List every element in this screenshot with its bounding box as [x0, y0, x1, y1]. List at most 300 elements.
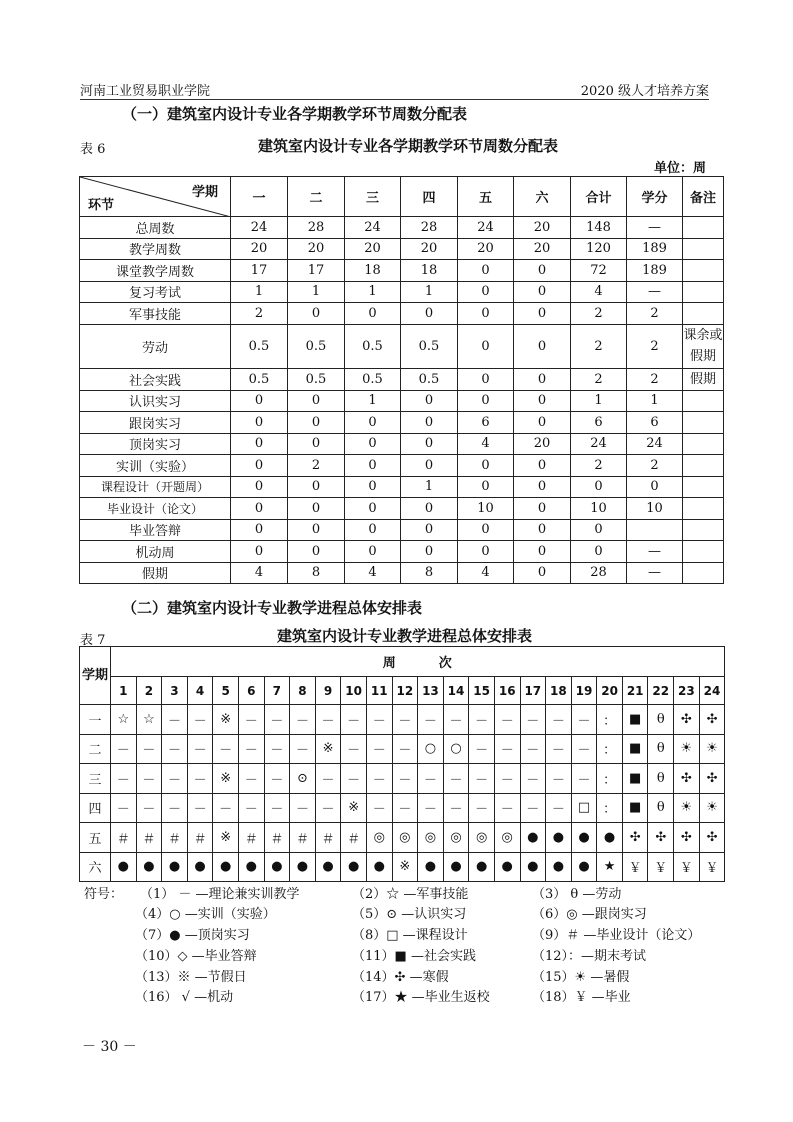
- schedule-cell: ※: [213, 705, 239, 735]
- schedule-cell: ✣: [674, 764, 700, 794]
- schedule-cell: ◎: [443, 823, 469, 853]
- table-cell: 0: [401, 390, 458, 412]
- table-cell: 28: [288, 217, 345, 239]
- schedule-cell: －: [443, 793, 469, 823]
- schedule-cell: ●: [494, 852, 520, 882]
- schedule-cell: －: [162, 734, 188, 764]
- table-cell: 0: [288, 433, 345, 455]
- table-cell: 假期: [683, 368, 724, 390]
- corner-label-term: 学期: [191, 185, 218, 200]
- table-cell: 0: [231, 541, 288, 563]
- table-cell: 24: [571, 433, 627, 455]
- table-cell: 28: [571, 562, 627, 584]
- table-cell: 4: [345, 562, 401, 584]
- week-number-row: [80, 677, 725, 705]
- table-cell: 20: [514, 217, 571, 239]
- table-cell: 1: [627, 390, 683, 412]
- schedule-cell: ◎: [469, 823, 495, 853]
- schedule-cell: ●: [571, 852, 597, 882]
- schedule-cell: □: [571, 793, 597, 823]
- schedule-cell: －: [341, 764, 367, 794]
- table-cell: 18: [401, 260, 458, 282]
- schedule-cell: －: [571, 764, 597, 794]
- table-cell: 0: [458, 303, 514, 325]
- schedule-cell: －: [494, 793, 520, 823]
- schedule-cell: ○: [443, 734, 469, 764]
- table-cell: 0: [401, 519, 458, 541]
- schedule-cell: θ: [648, 734, 674, 764]
- table-cell: 0.5: [288, 324, 345, 368]
- table-cell: 0: [514, 498, 571, 520]
- table-cell: 189: [627, 260, 683, 282]
- table-cell: 0: [231, 390, 288, 412]
- week-number: 12: [392, 677, 418, 705]
- table-cell: 10: [571, 498, 627, 520]
- table-7-number: 表 7: [80, 633, 106, 648]
- schedule-cell: －: [494, 734, 520, 764]
- table-cell: 0: [288, 498, 345, 520]
- table-cell: [683, 476, 724, 498]
- schedule-cell: ●: [571, 823, 597, 853]
- row-label: 实训（实验）: [80, 455, 231, 477]
- column-header: 合计: [571, 177, 627, 217]
- schedule-cell: －: [111, 764, 137, 794]
- table-cell: 2: [571, 324, 627, 368]
- table-cell: 0: [458, 324, 514, 368]
- row-label: 毕业设计（论文）: [80, 498, 231, 520]
- table-cell: 0: [458, 541, 514, 563]
- schedule-cell: ※: [315, 734, 341, 764]
- legend-item: （9）＃ —毕业设计（论文）: [532, 928, 701, 943]
- schedule-cell: －: [494, 705, 520, 735]
- table-cell: 6: [627, 412, 683, 434]
- schedule-cell: ●: [366, 852, 392, 882]
- table-cell: —: [627, 562, 683, 584]
- week-number: 24: [699, 677, 725, 705]
- table-cell: 0: [288, 476, 345, 498]
- schedule-cell: －: [136, 734, 162, 764]
- table-cell: 0: [514, 562, 571, 584]
- schedule-cell: ●: [520, 852, 546, 882]
- table-cell: 0: [458, 476, 514, 498]
- schedule-cell: ●: [187, 852, 213, 882]
- table-cell: 0: [514, 281, 571, 303]
- table-cell: 0: [458, 390, 514, 412]
- table-6-row: [80, 498, 724, 520]
- table-cell: 0: [231, 412, 288, 434]
- page-number: － 30 －: [82, 1039, 137, 1055]
- table-cell: [683, 562, 724, 584]
- table-cell: 2: [627, 368, 683, 390]
- table-cell: 1: [345, 281, 401, 303]
- table-6-row: [80, 519, 724, 541]
- schedule-cell: －: [341, 734, 367, 764]
- table-cell: 8: [288, 562, 345, 584]
- table-cell: 1: [401, 476, 458, 498]
- schedule-cell: －: [315, 705, 341, 735]
- table-cell: 0: [345, 498, 401, 520]
- table-cell: 0.5: [345, 368, 401, 390]
- week-number: 20: [597, 677, 623, 705]
- table-cell: 0: [345, 412, 401, 434]
- schedule-cell: ●: [341, 852, 367, 882]
- table-cell: 17: [288, 260, 345, 282]
- schedule-cell: －: [546, 705, 572, 735]
- table-7-title: 建筑室内设计专业教学进程总体安排表: [277, 627, 533, 645]
- table-cell: 0.5: [401, 324, 458, 368]
- schedule-cell: ：: [597, 793, 623, 823]
- column-header: 三: [345, 177, 401, 217]
- term-row: [80, 705, 725, 735]
- table-cell: 4: [571, 281, 627, 303]
- schedule-cell: ＃: [187, 823, 213, 853]
- schedule-cell: ◎: [418, 823, 444, 853]
- schedule-cell: －: [136, 793, 162, 823]
- table-cell: 2: [627, 455, 683, 477]
- term-label: 六: [80, 852, 111, 882]
- table-cell: —: [627, 217, 683, 239]
- schedule-cell: －: [443, 705, 469, 735]
- table-6-row: [80, 238, 724, 260]
- table-cell: 20: [401, 238, 458, 260]
- schedule-cell: ☆: [111, 705, 137, 735]
- column-header: 一: [231, 177, 288, 217]
- table-6-row: [80, 541, 724, 563]
- schedule-cell: －: [290, 705, 316, 735]
- row-label: 社会实践: [80, 368, 231, 390]
- schedule-cell: －: [162, 705, 188, 735]
- table-cell: 0.5: [231, 368, 288, 390]
- table-cell: 课余或假期: [683, 324, 724, 368]
- table-cell: 0: [401, 455, 458, 477]
- table-cell: [627, 519, 683, 541]
- table-cell: [683, 433, 724, 455]
- schedule-cell: θ: [648, 705, 674, 735]
- schedule-cell: －: [366, 734, 392, 764]
- schedule-cell: －: [366, 793, 392, 823]
- term-row: [80, 793, 725, 823]
- schedule-cell: ●: [290, 852, 316, 882]
- schedule-cell: ●: [162, 852, 188, 882]
- table-cell: 28: [401, 217, 458, 239]
- legend-item: （3） θ —劳动: [532, 887, 622, 902]
- schedule-cell: ●: [546, 852, 572, 882]
- week-number: 2: [136, 677, 162, 705]
- table-cell: 20: [345, 238, 401, 260]
- table-6-row: [80, 324, 724, 368]
- schedule-cell: ●: [213, 852, 239, 882]
- week-header: 周 次: [111, 647, 725, 677]
- schedule-cell: ●: [136, 852, 162, 882]
- table-cell: 0.5: [231, 324, 288, 368]
- table-6-row: [80, 433, 724, 455]
- schedule-cell: ：: [597, 705, 623, 735]
- legend-item: （5）⊙ —认识实习: [352, 907, 467, 922]
- table-cell: 6: [458, 412, 514, 434]
- schedule-cell: ■: [622, 793, 648, 823]
- table-cell: 0: [514, 390, 571, 412]
- row-label: 军事技能: [80, 303, 231, 325]
- schedule-cell: ✣: [674, 823, 700, 853]
- table-cell: 0.5: [288, 368, 345, 390]
- table-cell: [683, 498, 724, 520]
- table-cell: 0: [627, 476, 683, 498]
- row-label: 课程设计（开题周）: [80, 476, 231, 498]
- table-6-row: [80, 476, 724, 498]
- table-cell: 20: [458, 238, 514, 260]
- section-1-title: （一）建筑室内设计专业各学期教学环节周数分配表: [122, 105, 468, 123]
- schedule-cell: ※: [213, 764, 239, 794]
- table-6-row: [80, 281, 724, 303]
- table-cell: 0: [401, 541, 458, 563]
- schedule-cell: －: [520, 764, 546, 794]
- table-cell: 0: [514, 324, 571, 368]
- schedule-cell: －: [315, 764, 341, 794]
- legend-item: （14）✣ —寒假: [352, 970, 449, 985]
- table-cell: 24: [458, 217, 514, 239]
- week-number: 9: [315, 677, 341, 705]
- schedule-cell: －: [264, 705, 290, 735]
- legend-item: （6）◎ —跟岗实习: [532, 907, 647, 922]
- row-label: 课堂教学周数: [80, 260, 231, 282]
- week-number: 6: [238, 677, 264, 705]
- table-cell: 0: [288, 541, 345, 563]
- schedule-cell: ✣: [699, 764, 725, 794]
- table-cell: 4: [458, 433, 514, 455]
- table-cell: [683, 390, 724, 412]
- table-cell: 1: [401, 281, 458, 303]
- table-cell: [683, 412, 724, 434]
- schedule-cell: θ: [648, 764, 674, 794]
- schedule-cell: －: [162, 793, 188, 823]
- schedule-cell: －: [238, 734, 264, 764]
- week-number: 11: [366, 677, 392, 705]
- table-cell: [683, 541, 724, 563]
- table-6-row: [80, 390, 724, 412]
- legend-item: （11）■ —社会实践: [352, 949, 476, 964]
- schedule-cell: ●: [443, 852, 469, 882]
- table-cell: 0: [514, 260, 571, 282]
- schedule-cell: －: [187, 764, 213, 794]
- schedule-cell: ：: [597, 764, 623, 794]
- week-header-row: [80, 647, 725, 677]
- schedule-cell: ●: [469, 852, 495, 882]
- schedule-cell: －: [469, 764, 495, 794]
- schedule-cell: ＃: [315, 823, 341, 853]
- table-cell: 24: [231, 217, 288, 239]
- schedule-cell: －: [494, 764, 520, 794]
- schedule-cell: －: [341, 705, 367, 735]
- term-row: [80, 823, 725, 853]
- legend-item: （16） √ —机动: [135, 990, 234, 1005]
- schedule-cell: －: [469, 734, 495, 764]
- column-header: 六: [514, 177, 571, 217]
- table-cell: 20: [288, 238, 345, 260]
- table-6-row: [80, 412, 724, 434]
- term-row: [80, 852, 725, 882]
- table-cell: [683, 217, 724, 239]
- header-divider: [80, 99, 709, 100]
- schedule-cell: ●: [238, 852, 264, 882]
- row-label: 顶岗实习: [80, 433, 231, 455]
- table-cell: 4: [458, 562, 514, 584]
- schedule-cell: －: [238, 764, 264, 794]
- table-6-row: [80, 455, 724, 477]
- column-header: 学分: [627, 177, 683, 217]
- table-cell: [683, 281, 724, 303]
- table-cell: 1: [288, 281, 345, 303]
- schedule-cell: ●: [111, 852, 137, 882]
- table-cell: 2: [571, 455, 627, 477]
- table-cell: 0: [571, 541, 627, 563]
- table-cell: 0: [401, 433, 458, 455]
- schedule-cell: ＃: [136, 823, 162, 853]
- table-cell: 17: [231, 260, 288, 282]
- schedule-cell: －: [264, 764, 290, 794]
- legend-label: 符号：: [84, 887, 124, 902]
- table-cell: [683, 238, 724, 260]
- table-cell: 4: [231, 562, 288, 584]
- week-number: 3: [162, 677, 188, 705]
- week-number: 10: [341, 677, 367, 705]
- schedule-cell: －: [392, 705, 418, 735]
- schedule-cell: －: [264, 793, 290, 823]
- schedule-cell: －: [264, 734, 290, 764]
- schedule-cell: ■: [622, 734, 648, 764]
- term-label: 三: [80, 764, 111, 794]
- schedule-cell: －: [546, 734, 572, 764]
- week-number: 16: [494, 677, 520, 705]
- table-cell: 20: [514, 433, 571, 455]
- table-cell: 2: [231, 303, 288, 325]
- schedule-cell: －: [366, 764, 392, 794]
- row-label: 复习考试: [80, 281, 231, 303]
- schedule-cell: ＃: [290, 823, 316, 853]
- row-label: 教学周数: [80, 238, 231, 260]
- schedule-cell: ●: [597, 823, 623, 853]
- table-cell: 148: [571, 217, 627, 239]
- schedule-cell: ●: [418, 852, 444, 882]
- teaching-schedule-table: [79, 646, 725, 882]
- table-cell: —: [627, 541, 683, 563]
- table-cell: 0: [288, 412, 345, 434]
- column-header: 二: [288, 177, 345, 217]
- table-cell: 0: [288, 303, 345, 325]
- table-cell: 20: [231, 238, 288, 260]
- table-cell: 0: [514, 412, 571, 434]
- schedule-cell: ：: [597, 734, 623, 764]
- table-6-row: [80, 562, 724, 584]
- schedule-cell: ✣: [699, 823, 725, 853]
- schedule-cell: －: [392, 793, 418, 823]
- schedule-cell: －: [571, 734, 597, 764]
- legend-item: （7）● —顶岗实习: [135, 928, 250, 943]
- table-cell: 0.5: [345, 324, 401, 368]
- schedule-cell: ＃: [238, 823, 264, 853]
- table-cell: 2: [627, 324, 683, 368]
- schedule-cell: ＃: [341, 823, 367, 853]
- schedule-cell: －: [520, 705, 546, 735]
- table-cell: 0: [345, 519, 401, 541]
- term-label: 四: [80, 793, 111, 823]
- schedule-cell: －: [546, 764, 572, 794]
- table-cell: 24: [627, 433, 683, 455]
- schedule-cell: －: [520, 734, 546, 764]
- table-cell: 0: [231, 455, 288, 477]
- table-cell: 0: [458, 455, 514, 477]
- week-number: 23: [674, 677, 700, 705]
- term-label: 二: [80, 734, 111, 764]
- schedule-cell: －: [546, 793, 572, 823]
- table-cell: 120: [571, 238, 627, 260]
- week-number: 14: [443, 677, 469, 705]
- table-cell: 0: [458, 281, 514, 303]
- table-cell: 0: [231, 498, 288, 520]
- week-number: 13: [418, 677, 444, 705]
- term-row: [80, 734, 725, 764]
- schedule-cell: ★: [597, 852, 623, 882]
- legend-item: （8）□ —课程设计: [352, 928, 468, 943]
- schedule-cell: －: [187, 734, 213, 764]
- schedule-cell: －: [418, 705, 444, 735]
- schedule-cell: ☀: [674, 793, 700, 823]
- schedule-cell: ＃: [264, 823, 290, 853]
- table-cell: 0: [288, 390, 345, 412]
- schedule-cell: ☀: [674, 734, 700, 764]
- table-cell: 6: [571, 412, 627, 434]
- schedule-cell: ￥: [648, 852, 674, 882]
- week-number: 1: [111, 677, 137, 705]
- table-cell: 10: [627, 498, 683, 520]
- schedule-cell: ⊙: [290, 764, 316, 794]
- table-6-row: [80, 217, 724, 239]
- table-6-corner-cell: [80, 177, 231, 217]
- week-number: 18: [546, 677, 572, 705]
- schedule-cell: －: [392, 734, 418, 764]
- schedule-cell: －: [111, 793, 137, 823]
- table-cell: 1: [571, 390, 627, 412]
- schedule-cell: －: [238, 705, 264, 735]
- table-6-header-row: [80, 177, 724, 217]
- schedule-cell: ◎: [392, 823, 418, 853]
- table-cell: 10: [458, 498, 514, 520]
- schedule-cell: ￥: [699, 852, 725, 882]
- table-6-title: 建筑室内设计专业各学期教学环节周数分配表: [258, 137, 559, 155]
- legend-item: （17）★ —毕业生返校: [352, 990, 490, 1005]
- week-number: 15: [469, 677, 495, 705]
- table-cell: [683, 519, 724, 541]
- legend-item: （2）☆ —军事技能: [352, 887, 469, 902]
- header-school-name: 河南工业贸易职业学院: [80, 84, 211, 99]
- table-cell: 0.5: [401, 368, 458, 390]
- schedule-cell: ●: [546, 823, 572, 853]
- schedule-cell: －: [238, 793, 264, 823]
- schedule-cell: ＃: [111, 823, 137, 853]
- schedule-cell: －: [469, 793, 495, 823]
- schedule-cell: ●: [315, 852, 341, 882]
- schedule-cell: ○: [418, 734, 444, 764]
- table-cell: 0: [288, 519, 345, 541]
- schedule-cell: ￥: [622, 852, 648, 882]
- table-cell: 0: [514, 519, 571, 541]
- term-label: 一: [80, 705, 111, 735]
- schedule-cell: ■: [622, 705, 648, 735]
- table-7-corner-cell: 学期: [80, 647, 111, 705]
- schedule-cell: ☀: [699, 793, 725, 823]
- table-cell: 2: [571, 303, 627, 325]
- table-cell: 0: [514, 303, 571, 325]
- table-cell: 0: [231, 476, 288, 498]
